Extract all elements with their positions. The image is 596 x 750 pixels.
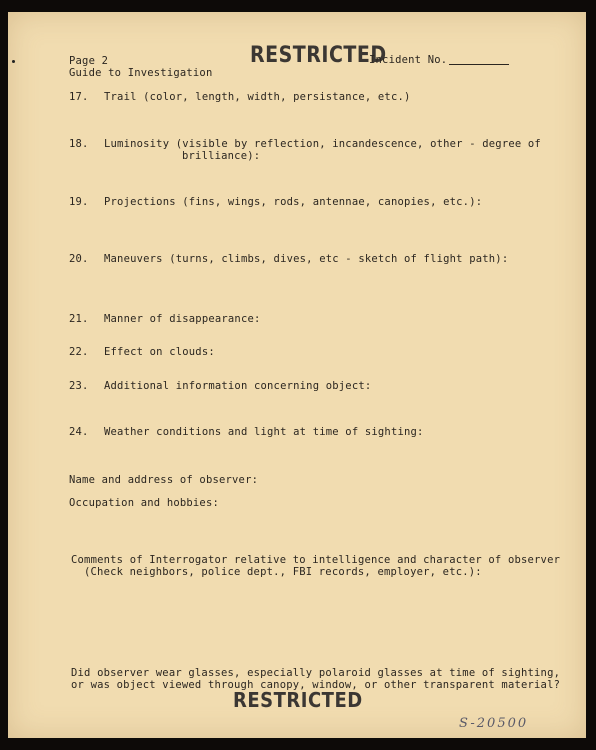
item-21-number: 21.: [69, 313, 89, 325]
guide-title: Guide to Investigation: [69, 67, 213, 79]
incident-label: Incident No.: [369, 54, 448, 66]
item-18-text: Luminosity (visible by reflection, incandescence, other - degree of: [104, 138, 541, 150]
item-18-number: 18.: [69, 138, 89, 150]
restricted-stamp-top: RESTRICTED: [250, 42, 387, 68]
interrogator-comments: Comments of Interrogator relative to intelligence and character of observer: [71, 554, 561, 566]
handwritten-file-number: S-20500: [459, 716, 529, 731]
item-23-number: 23.: [69, 380, 89, 392]
item-19-number: 19.: [69, 196, 89, 208]
restricted-stamp-bottom: RESTRICTED: [233, 688, 363, 713]
speck: [12, 60, 15, 63]
item-24-number: 24.: [69, 426, 89, 438]
item-19-text: Projections (fins, wings, rods, antennae, canopies, etc.):: [104, 196, 483, 208]
item-24-text: Weather conditions and light at time of sighting:: [104, 426, 424, 438]
item-17-text: Trail (color, length, width, persistance, etc.): [104, 91, 411, 103]
item-20-number: 20.: [69, 253, 89, 265]
page-number: Page 2: [69, 55, 109, 67]
observer-occupation: Occupation and hobbies:: [69, 497, 219, 509]
document-page: [8, 12, 586, 738]
item-22-text: Effect on clouds:: [104, 346, 215, 358]
item-21-text: Manner of disappearance:: [104, 313, 261, 325]
observer-name-address: Name and address of observer:: [69, 474, 259, 486]
glasses-question-line-1: Did observer wear glasses, especially polaroid glasses at time of sighting,: [71, 667, 561, 679]
glasses-question-line-2: or was object viewed through canopy, window, or other transparent material?: [71, 679, 561, 691]
item-17-number: 17.: [69, 91, 89, 103]
item-23-text: Additional information concerning object:: [104, 380, 372, 392]
item-18-text-continued: brilliance):: [182, 150, 261, 162]
interrogator-comments-note: (Check neighbors, police dept., FBI records, employer, etc.):: [84, 566, 482, 578]
item-20-text: Maneuvers (turns, climbs, dives, etc - sketch of flight path):: [104, 253, 509, 265]
incident-blank: [449, 64, 509, 65]
item-22-number: 22.: [69, 346, 89, 358]
